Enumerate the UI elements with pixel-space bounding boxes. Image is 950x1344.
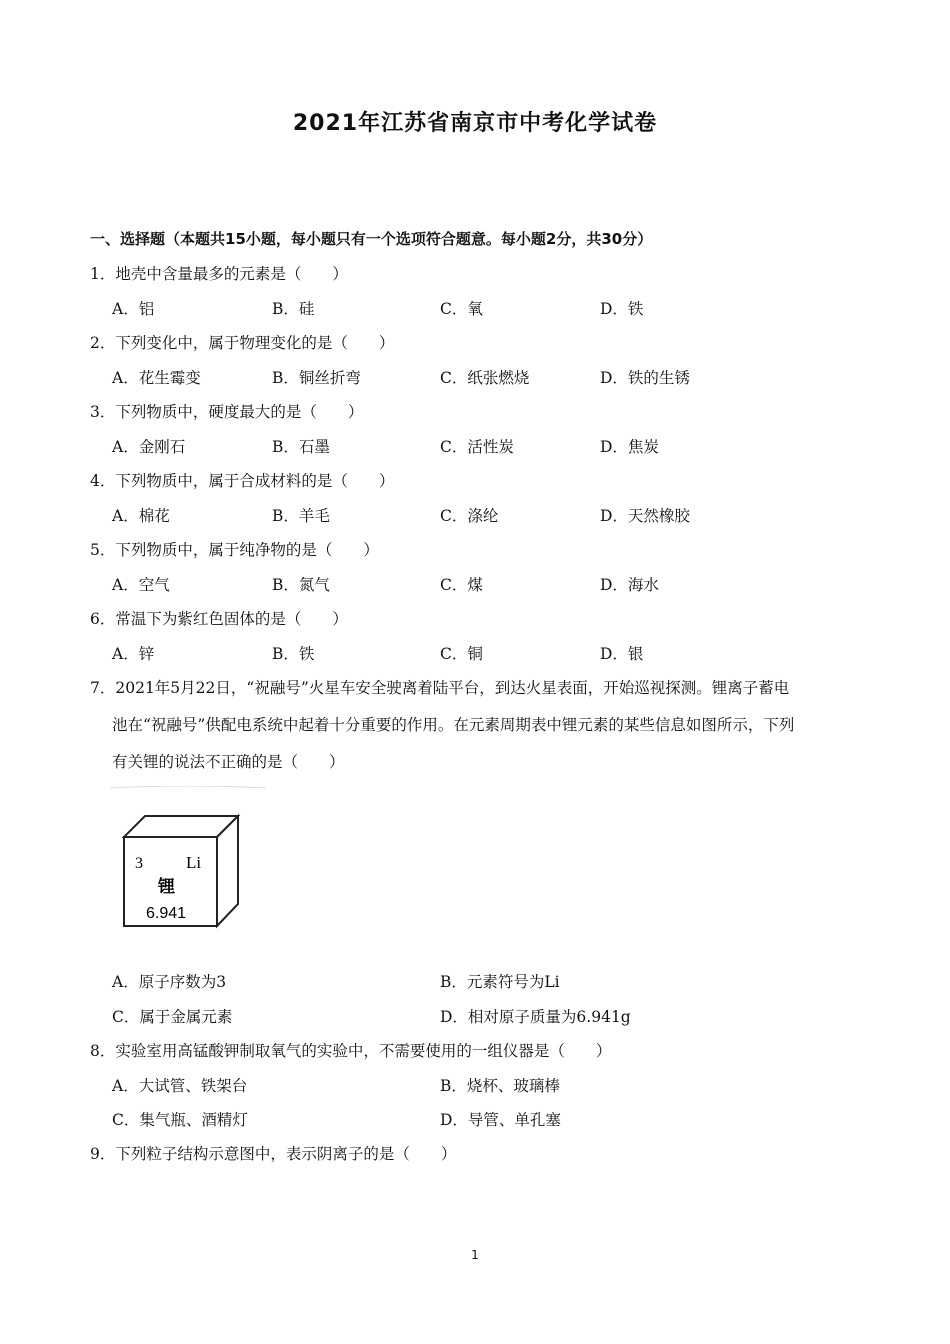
question-7-stem [90,670,870,781]
question-7-option-b: B．元素符号为Li [440,973,560,991]
question-5-option-c: C．煤 [440,576,483,594]
question-7-line-1: 7．2021年5月22日，“祝融号”火星车安全驶离着陆平台，到达火星表面，开始巡视探测。锂离子蓄电 [90,679,790,697]
question-1-option-b: B．硅 [272,300,315,318]
question-6-option-c: C．铜 [440,645,483,663]
question-9-stem: 9．下列粒子结构示意图中，表示阴离子的是（ ） [90,1145,457,1163]
question-7-option-c: C．属于金属元素 [112,1008,233,1026]
question-5-stem: 5．下列物质中，属于纯净物的是（ ） [90,541,379,559]
question-3-stem: 3．下列物质中，硬度最大的是（ ） [90,403,364,421]
question-2-option-c: C．纸张燃烧 [440,369,530,387]
question-7-option-a: A．原子序数为3 [112,973,227,991]
question-6-option-b: B．铁 [272,645,315,663]
question-5-option-a: A．空气 [112,576,170,594]
question-2-option-d: D．铁的生锈 [600,369,690,387]
question-4-option-b: B．羊毛 [272,507,330,525]
question-7-line-2: 池在“祝融号”供配电系统中起着十分重要的作用。在元素周期表中锂元素的某些信息如图所示，下列 [112,716,795,734]
question-4-option-d: D．天然橡胶 [600,507,690,525]
question-5-option-d: D．海水 [600,576,659,594]
element-symbol: Li [186,853,202,872]
question-7-line-3: 有关锂的说法不正确的是（ ） [112,753,345,771]
element-number: 3 [135,855,143,872]
question-8-option-a: A．大试管、铁架台 [112,1077,248,1095]
question-1-option-d: D．铁 [600,300,644,318]
lithium-element-tile [108,786,278,936]
question-1-option-c: C．氧 [440,300,483,318]
question-7-option-d: D．相对原子质量为6.941g [440,1008,631,1026]
question-8-option-d: D．导管、单孔塞 [440,1111,561,1129]
question-1-stem: 1．地壳中含量最多的元素是（ ） [90,265,348,283]
question-6-option-d: D．银 [600,645,644,663]
question-4-option-c: C．涤纶 [440,507,499,525]
section-heading: 一、选择题（本题共15小题，每小题只有一个选项符合题意。每小题2分，共30分） [90,230,653,248]
question-8-option-c: C．集气瓶、酒精灯 [112,1111,248,1129]
document-title: 2021年江苏省南京市中考化学试卷 [292,111,658,136]
question-2-option-a: A．花生霉变 [112,369,201,387]
question-3-option-b: B．石墨 [272,438,330,456]
question-3-option-a: A．金刚石 [112,438,186,456]
question-6-stem: 6．常温下为紫红色固体的是（ ） [90,610,348,628]
question-4-option-a: A．棉花 [112,507,170,525]
question-5-option-b: B．氮气 [272,576,330,594]
question-2-stem: 2．下列变化中，属于物理变化的是（ ） [90,334,395,352]
question-1-option-a: A．铝 [112,300,155,318]
question-3-option-d: D．焦炭 [600,438,659,456]
element-mass: 6.941 [146,905,187,922]
question-8-stem: 8．实验室用高锰酸钾制取氧气的实验中，不需要使用的一组仪器是（ ） [90,1042,612,1060]
question-3-option-c: C．活性炭 [440,438,514,456]
question-2-option-b: B．铜丝折弯 [272,369,361,387]
question-6-option-a: A．锌 [112,645,155,663]
page-number: 1 [471,1248,479,1262]
element-name: 锂 [158,877,175,897]
question-8-option-b: B．烧杯、玻璃棒 [440,1077,560,1095]
question-4-stem: 4．下列物质中，属于合成材料的是（ ） [90,472,395,490]
